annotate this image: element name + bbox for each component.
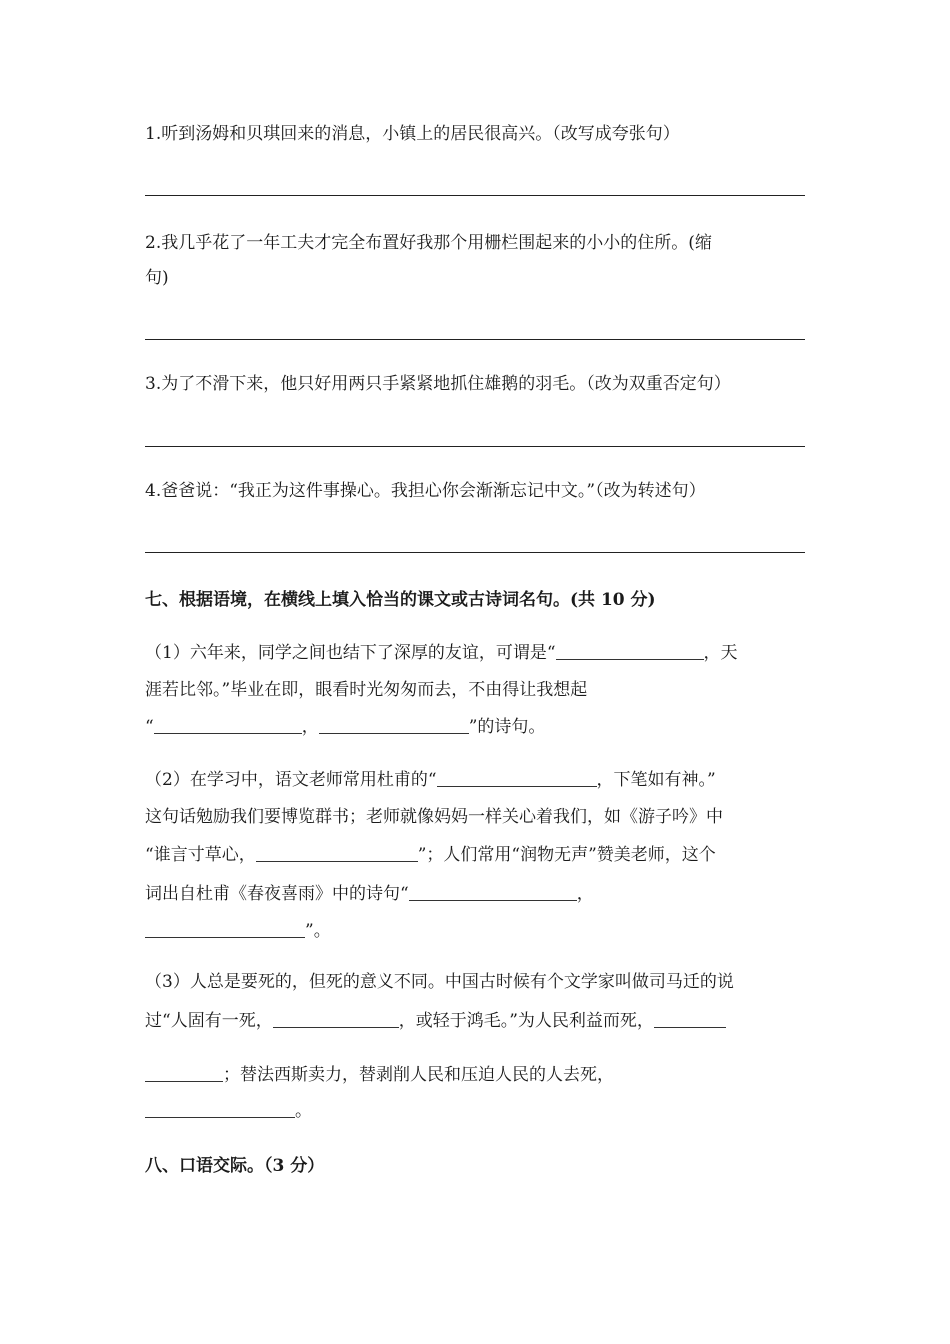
fill-2-line-2: 这句话勉励我们要博览群书；老师就像妈妈一样关心着我们，如《游子吟》中: [145, 807, 723, 827]
fill-3-line-4: [145, 1099, 805, 1123]
fill-3-text-c: ；替法西斯卖力，替剥削人民和压迫人民的人去死，: [223, 1065, 614, 1085]
answer-line-2: [145, 339, 805, 340]
fill-2-text-c: “谁言寸草心，: [145, 845, 256, 865]
fill-1-text-d: ，: [301, 717, 319, 737]
fill-blank[interactable]: [319, 715, 469, 734]
fill-2-text-d: ”；人们常用“润物无声”赞美老师，这个: [417, 845, 716, 865]
fill-2-text-a: （2）在学习中，语文老师常用杜甫的“: [145, 770, 437, 790]
fill-1-text-b: ，天: [703, 643, 738, 663]
answer-line-1: [145, 195, 805, 196]
question-2-line-1: 2.我几乎花了一年工夫才完全布置好我那个用栅栏围起来的小小的住所。(缩: [145, 233, 712, 253]
question-3: 3.为了不滑下来，他只好用两只手紧紧地抓住雄鹅的羽毛。（改为双重否定句）: [145, 374, 731, 394]
fill-1-text-c: “: [145, 717, 154, 737]
fill-blank[interactable]: [556, 641, 704, 660]
question-4: 4.爸爸说：“我正为这件事操心。我担心你会渐渐忘记中文。”（改为转述句）: [145, 481, 706, 501]
fill-blank[interactable]: [154, 715, 302, 734]
fill-2-text-b: ，下笔如有神。”: [596, 770, 716, 790]
fill-blank[interactable]: [145, 1099, 295, 1118]
fill-2-line-4: [145, 882, 805, 906]
fill-3-line-2: [145, 1009, 805, 1033]
fill-3-line-3: [145, 1063, 805, 1087]
fill-blank[interactable]: [273, 1009, 399, 1028]
fill-1-text-e: ”的诗句。: [468, 717, 546, 737]
fill-2-text-e: 词出自杜甫《春夜喜雨》中的诗句“: [145, 884, 409, 904]
fill-1-text-a: （1）六年来，同学之间也结下了深厚的友谊，可谓是“: [145, 643, 556, 663]
fill-2-line-5: [145, 919, 805, 943]
fill-1-line-3: [145, 715, 805, 739]
fill-1-line-1: [145, 641, 805, 665]
fill-blank[interactable]: [654, 1009, 726, 1028]
fill-2-line-1: [145, 768, 805, 792]
fill-2-text-g: ”。: [305, 921, 331, 941]
question-1: 1.听到汤姆和贝琪回来的消息，小镇上的居民很高兴。（改写成夸张句）: [145, 124, 680, 144]
fill-3-text-d: 。: [295, 1101, 312, 1121]
question-2-line-2: 句): [145, 268, 169, 288]
fill-blank[interactable]: [409, 882, 577, 901]
fill-blank[interactable]: [256, 843, 418, 862]
fill-2-text-f: ，: [576, 884, 594, 904]
fill-blank[interactable]: [145, 919, 305, 938]
fill-3-text-b: ，或轻于鸿毛。”为人民利益而死，: [398, 1011, 654, 1031]
fill-1-line-2: 涯若比邻。”毕业在即，眼看时光匆匆而去，不由得让我想起: [145, 680, 588, 700]
fill-blank[interactable]: [145, 1063, 223, 1082]
fill-3-text-a: 过“人固有一死，: [145, 1011, 273, 1031]
answer-line-3: [145, 446, 805, 447]
fill-3-line-1: （3）人总是要死的，但死的意义不同。中国古时候有个文学家叫做司马迁的说: [145, 972, 734, 992]
section-7-heading: 七、根据语境，在横线上填入恰当的课文或古诗词名句。(共 10 分): [145, 590, 656, 610]
fill-2-line-3: [145, 843, 805, 867]
fill-blank[interactable]: [437, 768, 597, 787]
section-8-heading: 八、口语交际。（3 分）: [145, 1156, 325, 1176]
answer-line-4: [145, 552, 805, 553]
